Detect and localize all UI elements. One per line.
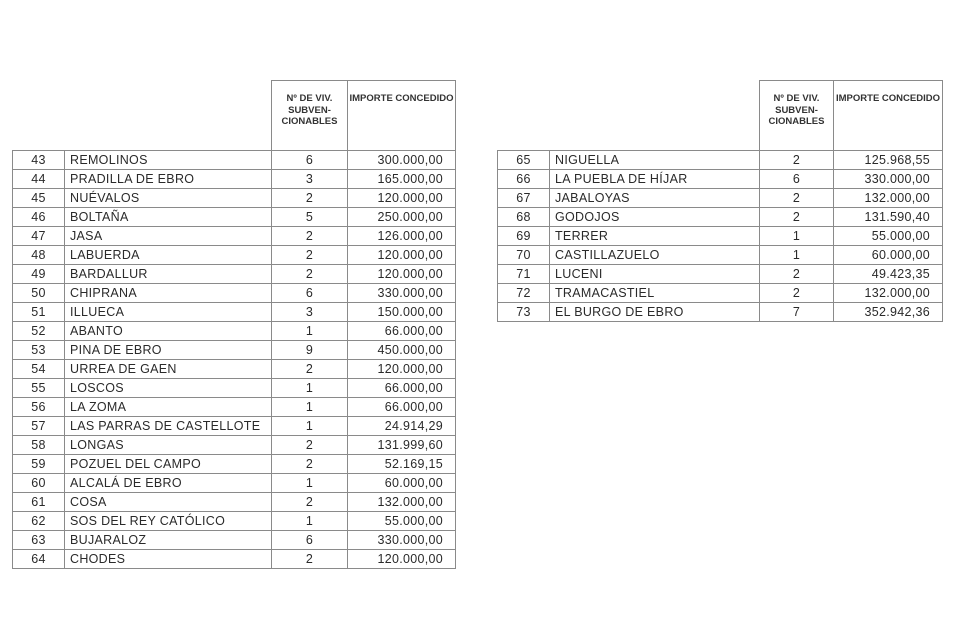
- row-number: 58: [13, 436, 65, 455]
- dwelling-count: 3: [272, 303, 348, 322]
- table-row: [498, 265, 943, 284]
- row-number: 46: [13, 208, 65, 227]
- row-number: 57: [13, 417, 65, 436]
- table-row: [13, 531, 456, 550]
- municipality-name: PINA DE EBRO: [65, 341, 272, 360]
- municipality-name: CASTILLAZUELO: [550, 246, 760, 265]
- table-row: [13, 208, 456, 227]
- dwelling-count: 2: [272, 550, 348, 569]
- header-importe: IMPORTE CONCEDIDO: [348, 81, 456, 151]
- granted-amount: 66.000,00: [348, 322, 456, 341]
- granted-amount: 52.169,15: [348, 455, 456, 474]
- row-number: 65: [498, 151, 550, 170]
- municipality-name: TRAMACASTIEL: [550, 284, 760, 303]
- row-number: 44: [13, 170, 65, 189]
- dwelling-count: 1: [272, 474, 348, 493]
- table-row: [498, 170, 943, 189]
- municipality-name: ALCALÁ DE EBRO: [65, 474, 272, 493]
- dwelling-count: 6: [760, 170, 834, 189]
- dwelling-count: 2: [760, 208, 834, 227]
- dwelling-count: 1: [272, 322, 348, 341]
- granted-amount: 165.000,00: [348, 170, 456, 189]
- granted-amount: 352.942,36: [834, 303, 943, 322]
- municipality-name: LAS PARRAS DE CASTELLOTE: [65, 417, 272, 436]
- row-number: 67: [498, 189, 550, 208]
- granted-amount: 330.000,00: [834, 170, 943, 189]
- table-row: [13, 227, 456, 246]
- row-number: 55: [13, 379, 65, 398]
- table-row: [498, 189, 943, 208]
- granted-amount: 24.914,29: [348, 417, 456, 436]
- granted-amount: 132.000,00: [834, 284, 943, 303]
- table-row: [13, 246, 456, 265]
- row-number: 69: [498, 227, 550, 246]
- table-row: [13, 303, 456, 322]
- dwelling-count: 1: [760, 246, 834, 265]
- municipality-name: URREA DE GAEN: [65, 360, 272, 379]
- granted-amount: 120.000,00: [348, 360, 456, 379]
- municipality-name: CHIPRANA: [65, 284, 272, 303]
- municipality-name: BOLTAÑA: [65, 208, 272, 227]
- municipality-name: JABALOYAS: [550, 189, 760, 208]
- granted-amount: 330.000,00: [348, 531, 456, 550]
- header-viviendas: Nº DE VIV. SUBVEN- CIONABLES: [272, 81, 348, 151]
- table-row: [13, 493, 456, 512]
- dwelling-count: 2: [272, 227, 348, 246]
- row-number: 64: [13, 550, 65, 569]
- table-row: [13, 436, 456, 455]
- municipality-name: ABANTO: [65, 322, 272, 341]
- granted-amount: 66.000,00: [348, 398, 456, 417]
- table-row: [13, 474, 456, 493]
- granted-amount: 450.000,00: [348, 341, 456, 360]
- row-number: 63: [13, 531, 65, 550]
- municipality-name: JASA: [65, 227, 272, 246]
- row-number: 70: [498, 246, 550, 265]
- row-number: 66: [498, 170, 550, 189]
- row-number: 71: [498, 265, 550, 284]
- table-row: [498, 246, 943, 265]
- municipality-name: TERRER: [550, 227, 760, 246]
- dwelling-count: 2: [272, 246, 348, 265]
- municipality-name: LABUERDA: [65, 246, 272, 265]
- header-blank: [65, 81, 272, 151]
- municipality-name: LUCENI: [550, 265, 760, 284]
- dwelling-count: 6: [272, 151, 348, 170]
- granted-amount: 126.000,00: [348, 227, 456, 246]
- table-row: [13, 550, 456, 569]
- table-row: [13, 455, 456, 474]
- table-row: [13, 360, 456, 379]
- municipality-name: CHODES: [65, 550, 272, 569]
- dwelling-count: 7: [760, 303, 834, 322]
- header-blank: [498, 81, 550, 151]
- table-row: [13, 322, 456, 341]
- granted-amount: 55.000,00: [834, 227, 943, 246]
- dwelling-count: 1: [272, 379, 348, 398]
- granted-amount: 49.423,35: [834, 265, 943, 284]
- granted-amount: 125.968,55: [834, 151, 943, 170]
- municipality-name: NIGUELLA: [550, 151, 760, 170]
- granted-amount: 330.000,00: [348, 284, 456, 303]
- dwelling-count: 2: [760, 151, 834, 170]
- subsidy-table-left: [12, 80, 456, 569]
- row-number: 49: [13, 265, 65, 284]
- granted-amount: 131.999,60: [348, 436, 456, 455]
- table-row: [13, 379, 456, 398]
- header-blank: [550, 81, 760, 151]
- granted-amount: 120.000,00: [348, 265, 456, 284]
- dwelling-count: 2: [760, 284, 834, 303]
- row-number: 54: [13, 360, 65, 379]
- row-number: 73: [498, 303, 550, 322]
- table-row: [13, 341, 456, 360]
- header-importe: IMPORTE CONCEDIDO: [834, 81, 943, 151]
- table-row: [13, 265, 456, 284]
- row-number: 56: [13, 398, 65, 417]
- dwelling-count: 5: [272, 208, 348, 227]
- row-number: 51: [13, 303, 65, 322]
- municipality-name: REMOLINOS: [65, 151, 272, 170]
- granted-amount: 60.000,00: [834, 246, 943, 265]
- header-blank: [13, 81, 65, 151]
- granted-amount: 120.000,00: [348, 189, 456, 208]
- municipality-name: EL BURGO DE EBRO: [550, 303, 760, 322]
- municipality-name: PRADILLA DE EBRO: [65, 170, 272, 189]
- municipality-name: LA ZOMA: [65, 398, 272, 417]
- row-number: 62: [13, 512, 65, 531]
- dwelling-count: 2: [272, 189, 348, 208]
- dwelling-count: 2: [272, 455, 348, 474]
- table-row: [13, 398, 456, 417]
- header-viviendas: Nº DE VIV. SUBVEN- CIONABLES: [760, 81, 834, 151]
- granted-amount: 250.000,00: [348, 208, 456, 227]
- table-row: [498, 303, 943, 322]
- dwelling-count: 1: [760, 227, 834, 246]
- granted-amount: 132.000,00: [834, 189, 943, 208]
- row-number: 60: [13, 474, 65, 493]
- dwelling-count: 9: [272, 341, 348, 360]
- granted-amount: 120.000,00: [348, 550, 456, 569]
- municipality-name: COSA: [65, 493, 272, 512]
- table-row: [13, 512, 456, 531]
- table-row: [13, 170, 456, 189]
- municipality-name: BUJARALOZ: [65, 531, 272, 550]
- granted-amount: 120.000,00: [348, 246, 456, 265]
- granted-amount: 131.590,40: [834, 208, 943, 227]
- municipality-name: GODOJOS: [550, 208, 760, 227]
- row-number: 61: [13, 493, 65, 512]
- row-number: 68: [498, 208, 550, 227]
- row-number: 48: [13, 246, 65, 265]
- municipality-name: LA PUEBLA DE HÍJAR: [550, 170, 760, 189]
- table-row: [13, 151, 456, 170]
- municipality-name: LONGAS: [65, 436, 272, 455]
- row-number: 50: [13, 284, 65, 303]
- dwelling-count: 2: [272, 360, 348, 379]
- table-row: [13, 189, 456, 208]
- dwelling-count: 1: [272, 398, 348, 417]
- municipality-name: NUÉVALOS: [65, 189, 272, 208]
- granted-amount: 132.000,00: [348, 493, 456, 512]
- table-row: [13, 284, 456, 303]
- dwelling-count: 2: [760, 189, 834, 208]
- row-number: 43: [13, 151, 65, 170]
- table-row: [13, 417, 456, 436]
- dwelling-count: 1: [272, 417, 348, 436]
- dwelling-count: 2: [272, 493, 348, 512]
- row-number: 59: [13, 455, 65, 474]
- dwelling-count: 1: [272, 512, 348, 531]
- dwelling-count: 2: [760, 265, 834, 284]
- granted-amount: 66.000,00: [348, 379, 456, 398]
- municipality-name: POZUEL DEL CAMPO: [65, 455, 272, 474]
- dwelling-count: 6: [272, 284, 348, 303]
- granted-amount: 150.000,00: [348, 303, 456, 322]
- row-number: 47: [13, 227, 65, 246]
- row-number: 45: [13, 189, 65, 208]
- dwelling-count: 2: [272, 436, 348, 455]
- dwelling-count: 2: [272, 265, 348, 284]
- table-row: [498, 208, 943, 227]
- table-row: [498, 151, 943, 170]
- municipality-name: BARDALLUR: [65, 265, 272, 284]
- table-row: [498, 227, 943, 246]
- dwelling-count: 3: [272, 170, 348, 189]
- municipality-name: LOSCOS: [65, 379, 272, 398]
- row-number: 72: [498, 284, 550, 303]
- row-number: 52: [13, 322, 65, 341]
- granted-amount: 55.000,00: [348, 512, 456, 531]
- subsidy-table-right: [497, 80, 943, 322]
- dwelling-count: 6: [272, 531, 348, 550]
- table-row: [498, 284, 943, 303]
- municipality-name: SOS DEL REY CATÓLICO: [65, 512, 272, 531]
- granted-amount: 60.000,00: [348, 474, 456, 493]
- row-number: 53: [13, 341, 65, 360]
- granted-amount: 300.000,00: [348, 151, 456, 170]
- municipality-name: ILLUECA: [65, 303, 272, 322]
